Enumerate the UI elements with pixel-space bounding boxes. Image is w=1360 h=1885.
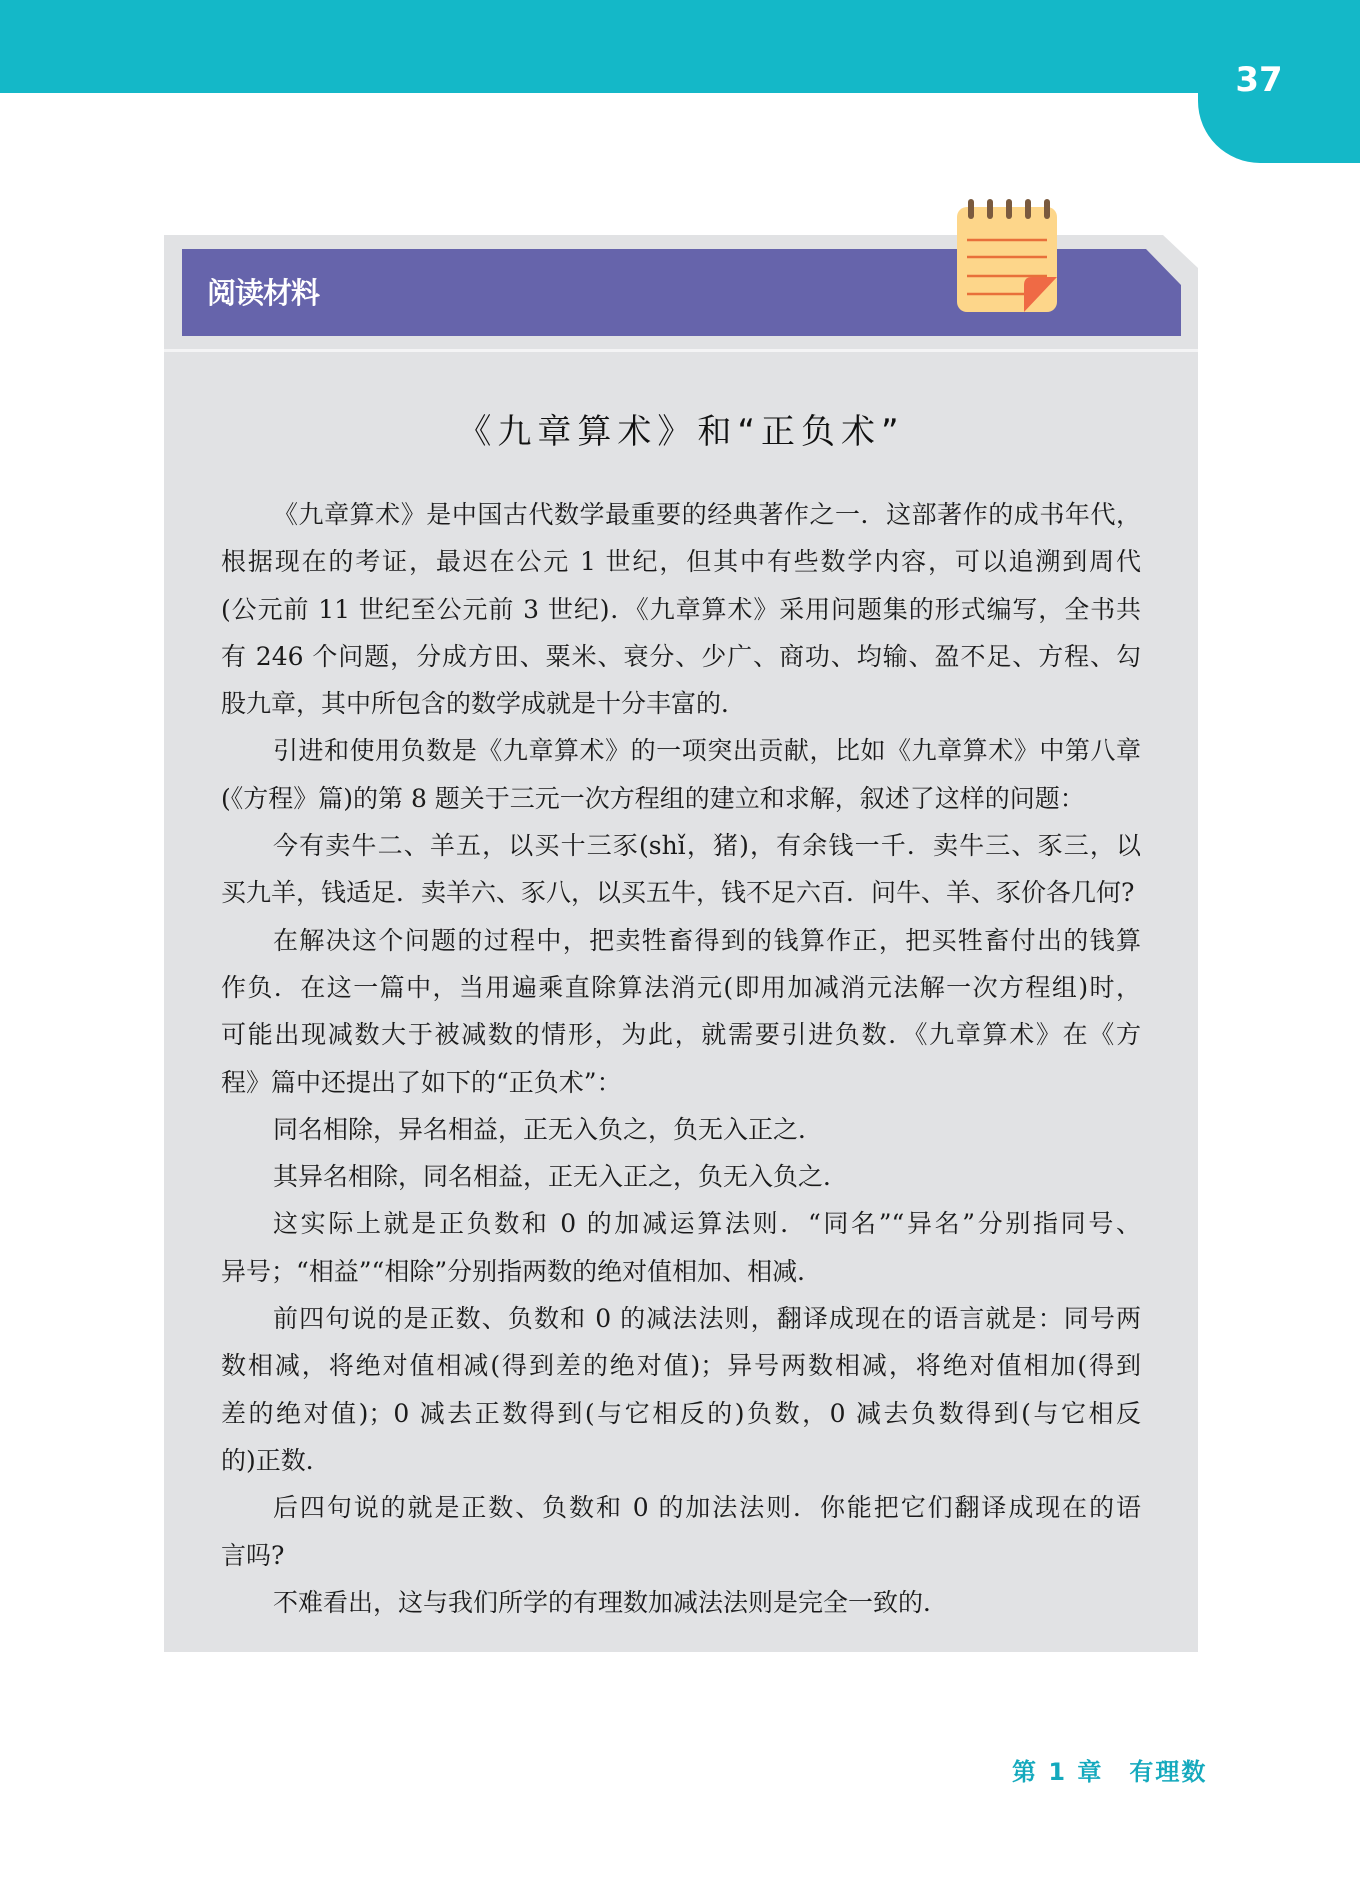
text-line: 引进和使用负数是《九章算术》的一项突出贡献，比如《九章算术》中第八章 xyxy=(273,736,1141,766)
text-line: 数相减，将绝对值相减(得到差的绝对值)；异号两数相减，将绝对值相加(得到 xyxy=(221,1351,1141,1381)
text-line: 异号；“相益”“相除”分别指两数的绝对值相加、相减． xyxy=(221,1256,823,1286)
text-line: 根据现在的考证，最迟在公元 1 世纪，但其中有些数学内容，可以追溯到周代 xyxy=(221,547,1141,577)
text-line: 今有卖牛二、羊五，以买十三豕(shǐ，猪)，有余钱一千．卖牛三、豕三，以 xyxy=(273,831,1141,861)
text-line: 股九章，其中所包含的数学成就是十分丰富的． xyxy=(221,689,747,719)
article-body xyxy=(221,491,1141,1626)
text-line: 同名相除，异名相益，正无入负之，负无入正之． xyxy=(273,1114,824,1144)
text-line: (《方程》篇)的第 8 题关于三元一次方程组的建立和求解，叙述了这样的问题： xyxy=(221,783,1085,813)
section-label: 阅读材料 xyxy=(207,276,320,310)
divider xyxy=(164,349,1198,352)
paragraph xyxy=(221,1484,1141,1579)
paragraph xyxy=(221,1579,1141,1626)
text-line: 程》篇中还提出了如下的“正负术”： xyxy=(221,1067,622,1097)
text-line: (公元前 11 世纪至公元前 3 世纪)．《九章算术》采用问题集的形式编写，全书共 xyxy=(221,594,1141,624)
text-line: 其异名相除，同名相益，正无入正之，负无入负之． xyxy=(273,1162,849,1192)
paragraph xyxy=(221,727,1141,822)
paragraph xyxy=(221,491,1141,727)
paragraph xyxy=(221,1200,1141,1295)
text-line: 这实际上就是正负数和 0 的加减运算法则．“同名”“异名”分别指同号、 xyxy=(273,1209,1141,1239)
text-line: 差的绝对值)；0 减去正数得到(与它相反的)负数，0 减去负数得到(与它相反 xyxy=(221,1398,1141,1428)
paragraph xyxy=(221,822,1141,917)
text-line: 有 246 个问题，分成方田、粟米、衰分、少广、商功、均输、盈不足、方程、勾 xyxy=(221,641,1141,671)
text-line: 买九羊，钱适足．卖羊六、豕八，以买五牛，钱不足六百．问牛、羊、豕价各几何? xyxy=(221,878,1135,908)
text-line: 言吗? xyxy=(221,1540,285,1570)
paragraph xyxy=(221,917,1141,1106)
text-line: 前四句说的是正数、负数和 0 的减法法则，翻译成现在的语言就是：同号两 xyxy=(273,1304,1141,1334)
paragraph xyxy=(221,1106,1141,1153)
text-line: 《九章算术》是中国古代数学最重要的经典著作之一．这部著作的成书年代， xyxy=(273,500,1141,529)
text-line: 可能出现减数大于被减数的情形，为此，就需要引进负数．《九章算术》在《方 xyxy=(221,1020,1141,1050)
text-line: 的)正数． xyxy=(221,1445,331,1475)
article-title: 《九章算术》和“正负术” xyxy=(457,412,905,452)
notepad-icon xyxy=(952,195,1062,315)
chapter-footer: 第 1 章 有理数 xyxy=(1012,1758,1208,1786)
paragraph xyxy=(221,1153,1141,1200)
top-banner xyxy=(0,0,1360,93)
text-line: 后四句说的就是正数、负数和 0 的加法法则．你能把它们翻译成现在的语 xyxy=(273,1493,1141,1523)
paragraph xyxy=(221,1295,1141,1484)
page-number: 37 xyxy=(1235,60,1283,100)
text-line: 在解决这个问题的过程中，把卖牲畜得到的钱算作正，把买牲畜付出的钱算 xyxy=(273,925,1141,955)
text-line: 作负．在这一篇中，当用遍乘直除算法消元(即用加减消元法解一次方程组)时， xyxy=(221,972,1141,1002)
text-line: 不难看出，这与我们所学的有理数加减法法则是完全一致的． xyxy=(273,1587,949,1617)
